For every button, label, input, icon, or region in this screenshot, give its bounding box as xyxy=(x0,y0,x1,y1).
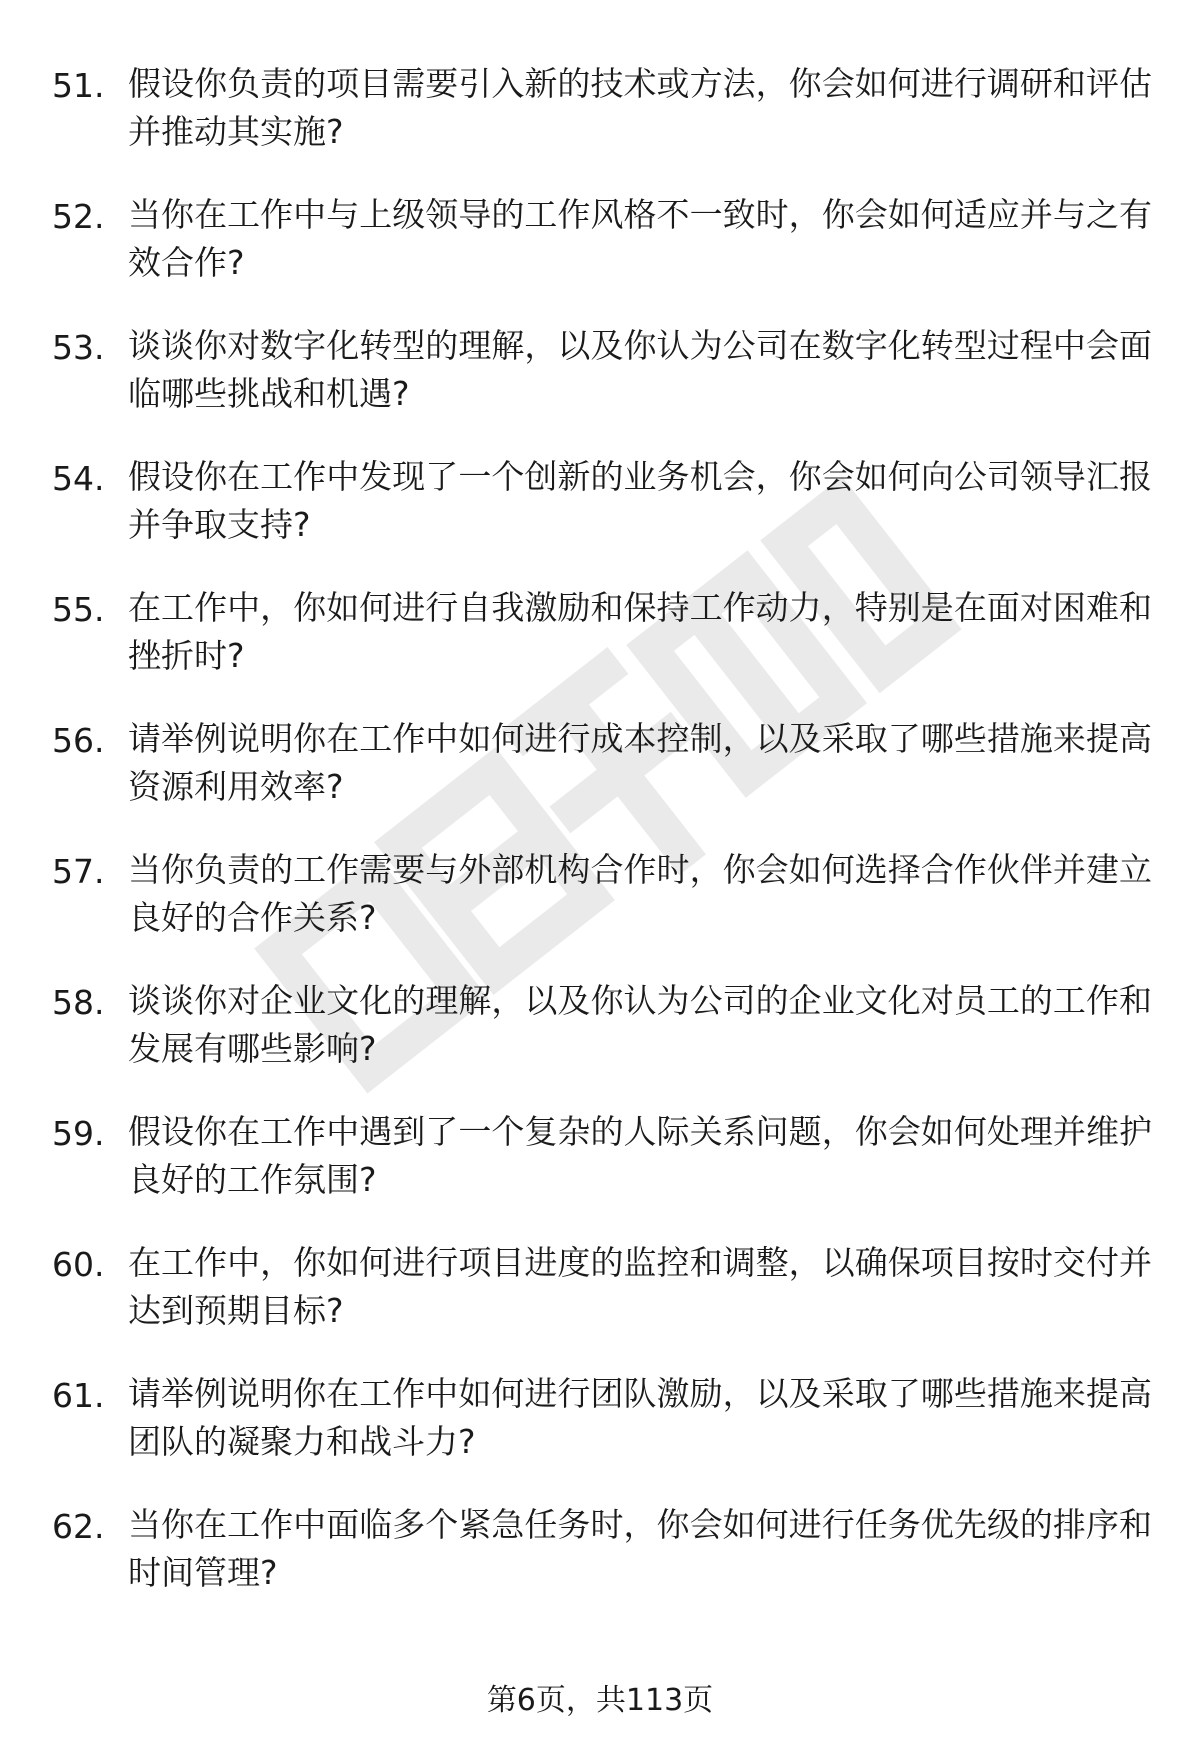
question-item xyxy=(52,979,1152,1068)
question-number: 62. xyxy=(52,1507,105,1546)
question-number: 51. xyxy=(52,66,105,105)
question-text: 当你负责的工作需要与外部机构合作时，你会如何选择合作伙伴并建立良好的合作关系? xyxy=(128,850,1152,937)
question-number: 59. xyxy=(52,1114,105,1153)
question-item xyxy=(52,193,1152,282)
question-item xyxy=(52,1241,1152,1330)
question-item xyxy=(52,1372,1152,1461)
question-number: 53. xyxy=(52,328,105,367)
question-item xyxy=(52,455,1152,544)
question-number: 61. xyxy=(52,1376,105,1415)
question-text: 请举例说明你在工作中如何进行成本控制，以及采取了哪些措施来提高资源利用效率? xyxy=(128,719,1152,806)
question-text: 假设你在工作中遇到了一个复杂的人际关系问题，你会如何处理并维护良好的工作氛围? xyxy=(128,1112,1152,1199)
question-item xyxy=(52,848,1152,937)
question-number: 52. xyxy=(52,197,105,236)
page-number-footer: 第6页，共113页 xyxy=(486,1683,714,1718)
question-text: 当你在工作中与上级领导的工作风格不一致时，你会如何适应并与之有效合作? xyxy=(128,195,1152,282)
question-list xyxy=(52,62,1152,1634)
question-text: 在工作中，你如何进行自我激励和保持工作动力，特别是在面对困难和挫折时? xyxy=(128,588,1152,675)
question-item xyxy=(52,1110,1152,1199)
question-text: 谈谈你对企业文化的理解，以及你认为公司的企业文化对员工的工作和发展有哪些影响? xyxy=(128,981,1152,1068)
question-item xyxy=(52,62,1152,151)
question-item xyxy=(52,1503,1152,1592)
question-text: 假设你在工作中发现了一个创新的业务机会，你会如何向公司领导汇报并争取支持? xyxy=(128,457,1152,544)
question-text: 谈谈你对数字化转型的理解，以及你认为公司在数字化转型过程中会面临哪些挑战和机遇? xyxy=(128,326,1152,413)
question-text: 当你在工作中面临多个紧急任务时，你会如何进行任务优先级的排序和时间管理? xyxy=(128,1505,1152,1592)
question-item xyxy=(52,717,1152,806)
question-number: 55. xyxy=(52,590,105,629)
question-item xyxy=(52,586,1152,675)
question-number: 58. xyxy=(52,983,105,1022)
question-text: 假设你负责的项目需要引入新的技术或方法，你会如何进行调研和评估并推动其实施? xyxy=(128,64,1152,151)
question-number: 56. xyxy=(52,721,105,760)
question-text: 请举例说明你在工作中如何进行团队激励，以及采取了哪些措施来提高团队的凝聚力和战斗力? xyxy=(128,1374,1152,1461)
question-number: 57. xyxy=(52,852,105,891)
question-item xyxy=(52,324,1152,413)
question-number: 60. xyxy=(52,1245,105,1284)
question-number: 54. xyxy=(52,459,105,498)
question-text: 在工作中，你如何进行项目进度的监控和调整，以确保项目按时交付并达到预期目标? xyxy=(128,1243,1152,1330)
